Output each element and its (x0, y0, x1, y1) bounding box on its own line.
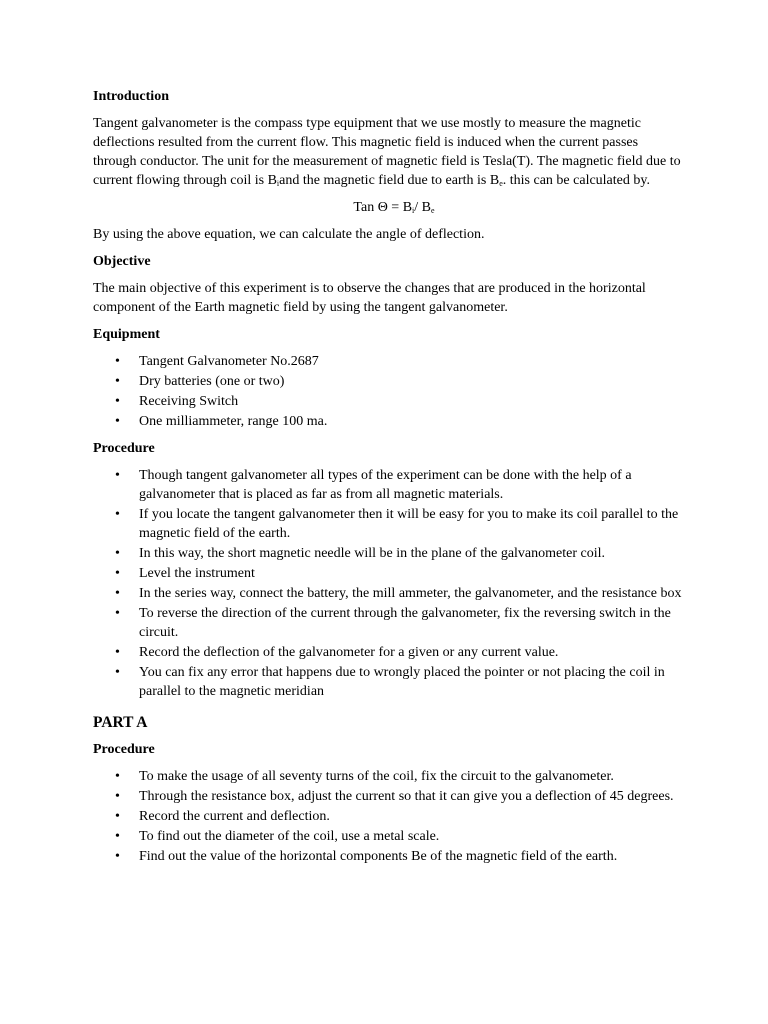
introduction-paragraph: Tangent galvanometer is the compass type equipment that we use mostly to measure the magnetic deflections resulted from the current flow. This magnetic field is induced when the current passes through conductor. The unit for the measurement of magnetic field is Tesla(T). The magnetic field due to current flowing through coil is $B_iand$ the magnetic field due to earth is $B_e$. this can be calculated by. (93, 116, 681, 188)
equipment-heading: Equipment (93, 327, 160, 342)
introduction-paragraph-2: By using the above equation, we can calculate the angle of deflection. (93, 227, 485, 242)
objective-heading: Objective (93, 254, 151, 269)
list-item: • To make the usage of all seventy turns of the coil, fix the circuit to the galvanometer. (93, 767, 683, 786)
document-page (93, 87, 683, 874)
introduction-heading: Introduction (93, 89, 169, 104)
part-a-procedure-heading: Procedure (93, 742, 155, 757)
part-a-procedure-list (93, 767, 683, 866)
list-item: • Record the current and deflection. (93, 807, 683, 826)
list-item: • Find out the value of the horizontal components Be of the magnetic field of the earth. (93, 847, 683, 866)
list-item: • Tangent Galvanometer No.2687 (93, 352, 683, 371)
list-item: • One milliammeter, range 100 ma. (93, 412, 683, 431)
list-item: • Though tangent galvanometer all types of the experiment can be done with the help of a galvanometer that is placed as far as from all magnetic materials. (93, 466, 683, 504)
list-item: • If you locate the tangent galvanometer then it will be easy for you to make its coil parallel to the magnetic field of the earth. (93, 505, 683, 543)
list-item: • To reverse the direction of the current through the galvanometer, fix the reversing switch in the circuit. (93, 604, 683, 642)
list-item: • Level the instrument (93, 564, 683, 583)
list-item: • You can fix any error that happens due to wrongly placed the pointer or not placing the coil in parallel to the magnetic meridian (93, 663, 683, 701)
tangent-equation: Tan $\Theta = B_i/$ $B_e$ (353, 200, 435, 215)
list-item: • Through the resistance box, adjust the current so that it can give you a deflection of 45 degrees. (93, 787, 683, 806)
equipment-list (93, 352, 683, 431)
list-item: • To find out the diameter of the coil, use a metal scale. (93, 827, 683, 846)
list-item: • Record the deflection of the galvanometer for a given or any current value. (93, 643, 683, 662)
list-item: • In this way, the short magnetic needle will be in the plane of the galvanometer coil. (93, 544, 683, 563)
part-a-heading: PART A (93, 714, 148, 731)
procedure-heading: Procedure (93, 441, 155, 456)
list-item: • Dry batteries (one or two) (93, 372, 683, 391)
procedure-list (93, 466, 683, 701)
list-item: • In the series way, connect the battery, the mill ammeter, the galvanometer, and the resistance box (93, 584, 683, 603)
objective-paragraph: The main objective of this experiment is to observe the changes that are produced in the horizontal component of the Earth magnetic field by using the tangent galvanometer. (93, 281, 646, 315)
list-item: • Receiving Switch (93, 392, 683, 411)
